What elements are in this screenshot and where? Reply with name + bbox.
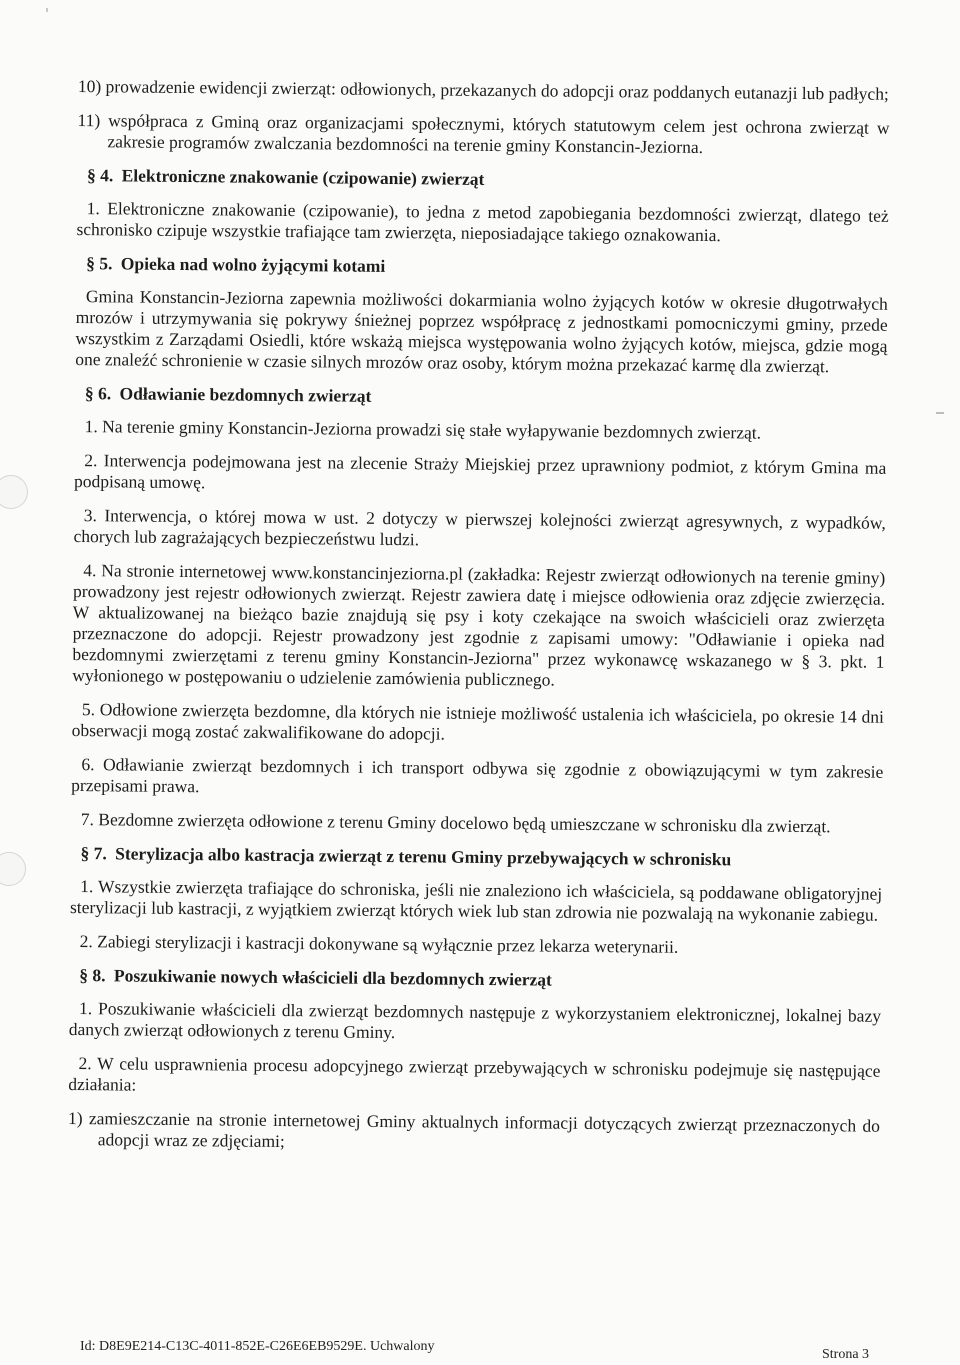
list-item: 1) zamieszczanie na stronie internetowej Gminy aktualnych informacji dotyczących zwierząt przeznaczonych do adopcji wraz ze zdjęciami; [67, 1107, 881, 1152]
section-heading [87, 165, 889, 194]
document-id: Id: D8E9E214-C13C-4011-852E-C26E6EB9529E. Uchwalony [80, 1339, 435, 1354]
section-number: § 6. [84, 383, 112, 404]
section-number: § 7. [80, 843, 107, 864]
paragraph: 2. Interwencja podejmowana jest na zlecenie Straży Miejskiej przez uprawniony podmiot, z którym Gmina ma podpisaną umowę. [74, 450, 887, 493]
punch-hole [0, 852, 26, 886]
section-number: § 5. [86, 253, 113, 274]
paragraph: 2. Zabiegi sterylizacji i kastracji dokonywane są wyłącznie przez lekarza weterynarii. [79, 931, 679, 957]
section-number: § 8. [79, 965, 106, 986]
punch-hole [0, 475, 28, 509]
paragraph: 1. Elektroniczne znakowanie (czipowanie), to jedna z metod zapobiegania bezdomności zwierząt, dlatego też schronisko czipuje wszystkie trafiające tam zwierzęta, nieposiadające takiego oznakowania. [76, 198, 889, 246]
section-heading [80, 843, 882, 872]
section-title: Odławianie bezdomnych zwierząt [119, 383, 372, 406]
paragraph: 1. Wszystkie zwierzęta trafiające do schroniska, jeśli nie znaleziono ich właściciela, są poddawane obligatoryjnej sterylizacji lub kastracji, z wyjątkiem zwierząt których wiek lub stan zdrowia nie pozwalają na wykonanie zabiegu. [69, 876, 883, 925]
section-heading [79, 965, 881, 994]
paragraph: 5. Odłowione zwierzęta bezdomne, dla których nie istnieje możliwość ustalenia ich właściciela, po okresie 14 dni obserwacji mogą zostać zakwalifikowane do adopcji. [71, 699, 884, 744]
paragraph: 1. Na terenie gminy Konstancin-Jeziorna prowadzi się stałe wyłapywanie bezdomnych zwierząt. [84, 416, 762, 443]
list-item: 10) prowadzenie ewidencji zwierząt: odłowionych, przekazanych do adopcji oraz poddanych eutanazji lub padłych; [77, 76, 889, 104]
section-title: Opieka nad wolno żyjącymi kotami [120, 253, 386, 276]
paragraph: 6. Odławianie zwierząt bezdomnych i ich transport odbywa się zgodnie z obowiązującymi w tym zakresie przepisami prawa. [71, 754, 884, 797]
document-body [68, 76, 890, 1171]
paragraph: 3. Interwencja, o której mowa w ust. 2 dotyczy w pierwszej kolejności zwierząt agresywnych, z wypadków, chorych lub zagrażających bezpieczeństwu ludzi. [73, 505, 886, 550]
scan-mark [46, 8, 48, 12]
paragraph: 4. Na stronie internetowej www.konstancinjeziorna.pl (zakładka: Rejestr zwierząt odłowionych na terenie gminy) prowadzony jest rejestr odłowionych zwierząt. Rejestr zawiera datę i miejsce odłowienia oraz zdjęcie zwierzęcia. W aktualizowanej na bieżąco bazie znajdują się psy i koty czekające na swoich właścicieli oraz zwierzęta przeznaczone do adopcji. Rejestr prowadzony jest zgodnie z zapisami umowy: "Odławianie i opieka nad bezdomnymi zwierzętami z terenu gminy Konstancin-Jeziorna" przez wykonawcę wskazanego w § 3. pkt. 1 wyłonionego w postępowaniu o udzielenie zamówienia publicznego. [72, 560, 886, 690]
list-item: 11) współpraca z Gminą oraz organizacjami społecznymi, których statutowym celem jest ochrona zwierząt w zakresie programów zwalczania bezdomności na terenie gminy Konstancin-Jeziorna. [77, 109, 890, 158]
section-title: Sterylizacja albo kastracja zwierząt z terenu Gminy przebywających w schronisku [115, 843, 732, 870]
paragraph: 7. Bezdomne zwierzęta odłowione z terenu Gminy docelowo będą umieszczane w schronisku dla zwierząt. [80, 809, 831, 837]
page-number: Strona 3 [822, 1347, 870, 1362]
paragraph: 2. W celu usprawnienia procesu adopcyjnego zwierząt przebywających w schronisku podejmuje się następujące działania: [68, 1053, 881, 1095]
section-heading [85, 383, 887, 412]
section-title: Poszukiwanie nowych właścicieli dla bezdomnych zwierząt [113, 965, 553, 990]
section-number: § 4. [86, 165, 114, 186]
scan-mark [936, 412, 944, 414]
paragraph: 1. Poszukiwanie właścicieli dla zwierząt bezdomnych następuje z wykorzystaniem elektronicznej, lokalnej bazy danych zwierząt odłowionych z terenu Gminy. [68, 998, 882, 1043]
paragraph: Gmina Konstancin-Jeziorna zapewnia możliwości dokarmiania wolno żyjących kotów w okresie długotrwałych mrozów i utrzymywania się pokrywy śnieżnej poprzez współpracę z jednostkami pomocniczymi gminy, przede wszystkim z Zarządami Osiedli, które wskażą miejsca występowania wolno żyjących kotów, miejsca, gdzie mogą one znaleźć schronienie w czasie silnych mrozów oraz osoby, którym można przekazać karmę dla zwierząt. [75, 286, 888, 377]
section-title: Elektroniczne znakowanie (czipowanie) zwierząt [121, 165, 485, 189]
section-heading [86, 253, 888, 282]
